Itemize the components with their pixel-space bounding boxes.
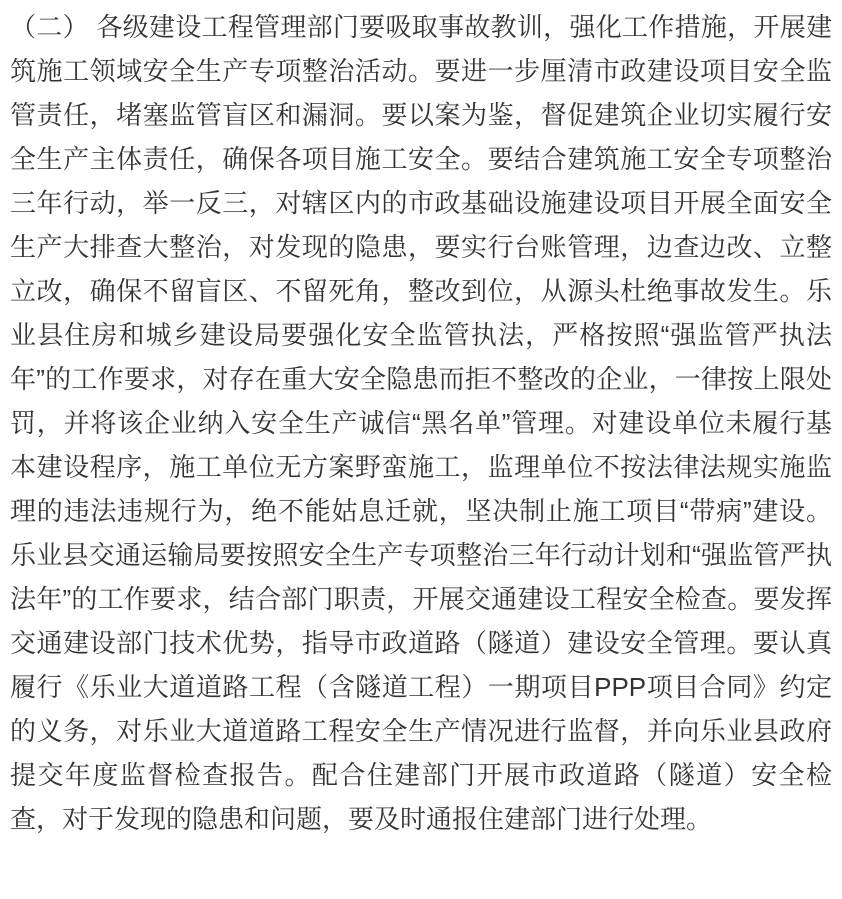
document-paragraph: （二） 各级建设工程管理部门要吸取事故教训，强化工作措施，开展建筑施工领域安全生产专项整治活动。要进一步厘清市政建设项目安全监管责任，堵塞监管盲区和漏洞。要以案为鉴，督促建筑企业切实履行安全生产主体责任，确保各项目施工安全。要结合建筑施工安全专项整治三年行动，举一反三，对辖区内的市政基础设施建设项目开展全面安全生产大排查大整治，对发现的隐患，要实行台账管理，边查边改、立整立改，确保不留盲区、不留死角，整改到位，从源头杜绝事故发生。乐业县住房和城乡建设局要强化安全监管执法，严格按照“强监管严执法年”的工作要求，对存在重大安全隐患而拒不整改的企业，一律按上限处罚，并将该企业纳入安全生产诚信“黑名单”管理。对建设单位未履行基本建设程序，施工单位无方案野蛮施工，监理单位不按法律法规实施监理的违法违规行为，绝不能姑息迁就，坚决制止施工项目“带病”建设。乐业县交通运输局要按照安全生产专项整治三年行动计划和“强监管严执法年”的工作要求，结合部门职责，开展交通建设工程安全检查。要发挥交通建设部门技术优势，指导市政道路（隧道）建设安全管理。要认真履行《乐业大道道路工程（含隧道工程）一期项目PPP项目合同》约定的义务，对乐业大道道路工程安全生产情况进行监督，并向乐业县政府提交年度监督检查报告。配合住建部门开展市政道路（隧道）安全检查，对于发现的隐患和问题，要及时通报住建部门进行处理。: [10, 12, 832, 834]
